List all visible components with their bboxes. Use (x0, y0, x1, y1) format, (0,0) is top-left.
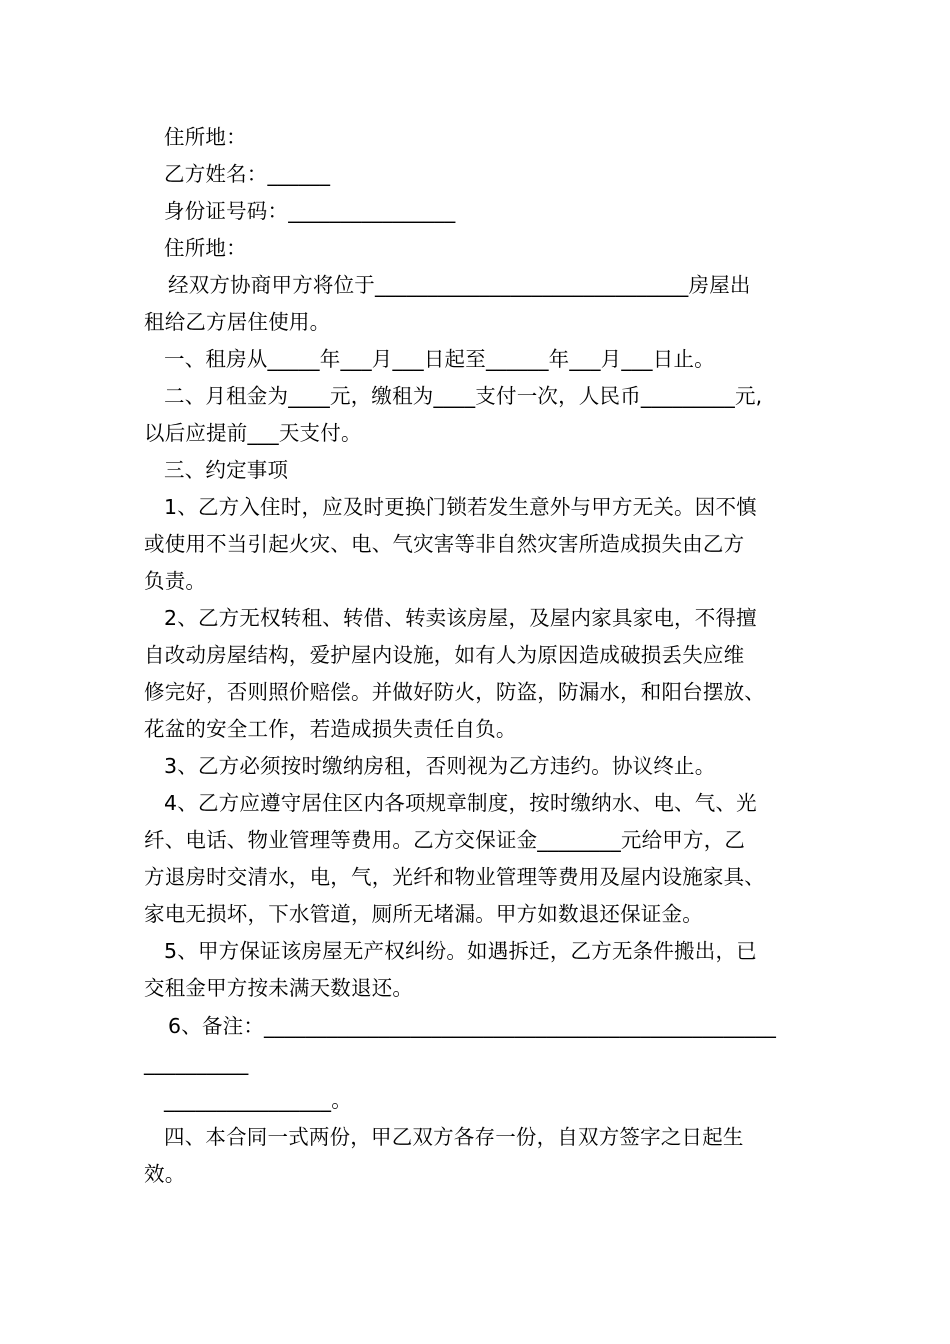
item-2-line-4: 花盆的安全工作，若造成损失责任自负。 (144, 717, 517, 741)
rent-clause-line-2: 以后应提前___天支付。 (144, 421, 362, 445)
item-6-remarks-line-2: __________ (144, 1051, 249, 1075)
item-4-line-1: 4、乙方应遵守居住区内各项规章制度，按时缴纳水、电、气、光 (164, 791, 757, 815)
item-2-line-3: 修完好，否则照价赔偿。并做好防火，防盗，防漏水，和阳台摆放、 (144, 680, 765, 704)
agreed-matters-heading: 三、约定事项 (164, 458, 289, 482)
item-6-remarks-line-3: ________________。 (164, 1088, 352, 1112)
party-b-address-line: 住所地： (164, 236, 247, 260)
section-4-line-2: 效。 (144, 1162, 186, 1186)
item-1-line-1: 1、乙方入住时，应及时更换门锁若发生意外与甲方无关。因不慎 (164, 495, 757, 519)
item-4-line-3: 方退房时交清水，电，气，光纤和物业管理等费用及屋内设施家具、 (144, 865, 765, 889)
property-clause-line-1: 经双方协商甲方将位于______________________________房屋出 (168, 273, 751, 297)
party-a-address-line: 住所地： (164, 125, 247, 149)
party-b-name-line: 乙方姓名：______ (164, 162, 331, 186)
item-1-line-3: 负责。 (144, 569, 207, 593)
item-6-remarks-line-1: 6、备注：_________________________________________________ (168, 1014, 777, 1038)
item-2-line-1: 2、乙方无权转租、转借、转卖该房屋，及屋内家具家电，不得擅 (164, 606, 757, 630)
item-4-line-4: 家电无损坏，下水管道，厕所无堵漏。甲方如数退还保证金。 (144, 902, 703, 926)
item-5-line-2: 交租金甲方按未满天数退还。 (144, 976, 414, 1000)
party-b-id-line: 身份证号码：________________ (164, 199, 456, 223)
item-1-line-2: 或使用不当引起火灾、电、气灾害等非自然灾害所造成损失由乙方 (144, 532, 745, 556)
item-3-line-1: 3、乙方必须按时缴纳房租，否则视为乙方违约。协议终止。 (164, 754, 716, 778)
section-4-line-1: 四、本合同一式两份，甲乙双方各存一份，自双方签字之日起生 (164, 1125, 744, 1149)
rent-clause-line-1: 二、月租金为____元，缴租为____支付一次，人民币_________元, (164, 384, 763, 408)
item-5-line-1: 5、甲方保证该房屋无产权纠纷。如遇拆迁，乙方无条件搬出，已 (164, 939, 757, 963)
item-2-line-2: 自改动房屋结构，爱护屋内设施，如有人为原因造成破损丢失应维 (144, 643, 745, 667)
rental-period-clause: 一、租房从_____年___月___日起至______年___月___日止。 (164, 347, 715, 371)
property-clause-line-2: 租给乙方居住使用。 (144, 310, 331, 334)
item-4-line-2: 纤、电话、物业管理等费用。乙方交保证金________元给甲方，乙 (144, 828, 746, 852)
